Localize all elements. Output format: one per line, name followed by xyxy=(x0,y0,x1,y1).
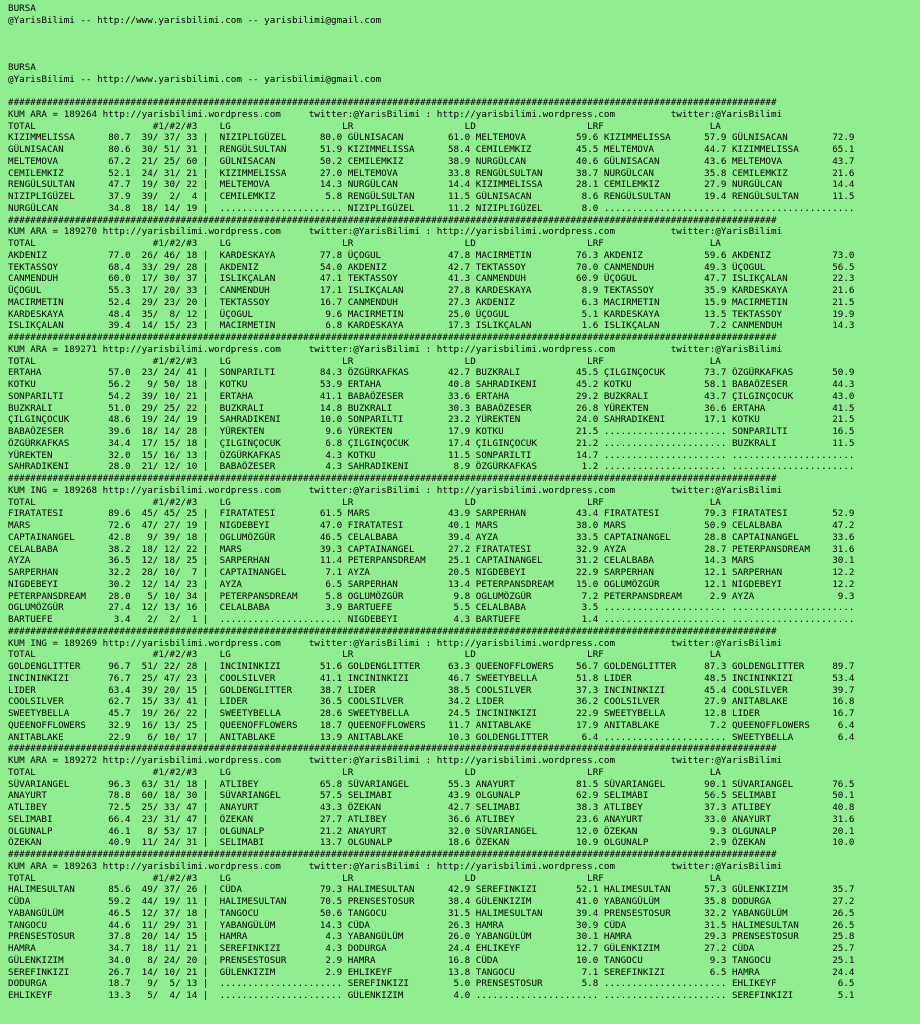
horse-row: DODURGA 18.7 9/ 5/ 13 | ...................... SEREFINKIZI 5.0 PRENSESTOSUR 5.8 ...................... EHLIKEYF 6.5 xyxy=(8,978,855,990)
horse-row: SONPARILTI 54.2 39/ 10/ 21 | ERTAHA 41.1 BABAÖZESER 33.6 ERTAHA 29.2 BUZKRALI 43.7 ÇILGINÇOCUK 43.0 xyxy=(8,390,855,402)
horse-row: CELALBABA 38.2 18/ 12/ 22 | MARS 39.3 CAPTAINANGEL 27.2 FIRATATESI 32.9 AYZA 28.7 PETERPANSDREAM 31.6 xyxy=(8,543,855,555)
separator-line: ########################################################################################################################################## xyxy=(8,473,777,484)
race-header-line: KUM ARA = 189271 http://yarisbilimi.wordpress.com twitter:@YarisBilimi : http://yarisbilimi.wordpress.com twitter:@YarisBilimi xyxy=(8,343,783,355)
horse-row: ATLIBEY 72.5 25/ 33/ 47 | ANAYURT 43.3 ÖZEKAN 42.7 SELIMABI 38.3 ATLIBEY 37.3 ATLIBEY 40.8 xyxy=(8,802,855,813)
horse-row: YÜREKTEN 32.0 15/ 16/ 13 | ÖZGÜRKAFKAS 4.3 KOTKU 11.5 SONPARILTI 14.7 ...................... ...................... xyxy=(8,449,855,461)
column-header-line: TOTAL #1/#2/#3 LG LR LD LRF LA xyxy=(8,872,721,884)
column-header-line: TOTAL #1/#2/#3 LG LR LD LRF LA xyxy=(8,766,721,778)
contact-line: @YarisBilimi -- http://www.yarisbilimi.com -- yarisbilimi@gmail.com xyxy=(8,73,382,85)
race-stats-document xyxy=(8,3,918,1002)
horse-row: SELIMABI 66.4 23/ 31/ 47 | ÖZEKAN 27.7 ATLIBEY 36.6 ATLIBEY 23.6 ANAYURT 33.0 ANAYURT 31.6 xyxy=(8,813,855,825)
horse-row: EHLIKEYF 13.3 5/ 4/ 14 | ...................... GÜLENKIZIM 4.0 ...................... ...................... SEREFINKIZI 5.1 xyxy=(8,990,855,1001)
separator-line: ########################################################################################################################################## xyxy=(8,849,777,860)
horse-row: CAPTAINANGEL 42.8 9/ 39/ 18 | OGLUMÖZGÜR 46.5 CELALBABA 39.4 AYZA 33.5 CAPTAINANGEL 28.8 CAPTAINANGEL 33.6 xyxy=(8,531,855,543)
horse-row: OGLUMÖZGÜR 27.4 12/ 13/ 16 | CELALBABA 3.9 BARTUEFE 5.5 CELALBABA 3.5 ...................... ...................... xyxy=(8,602,855,614)
separator-line: ########################################################################################################################################## xyxy=(8,625,777,637)
horse-row: MARS 72.6 47/ 27/ 19 | NIGDEBEYI 47.0 FIRATATESI 40.1 MARS 38.0 MARS 50.9 CELALBABA 47.2 xyxy=(8,520,855,531)
race-header-line: KUM ARA = 189263 http://yarisbilimi.wordpress.com twitter:@YarisBilimi : http://yarisbilimi.wordpress.com twitter:@YarisBilimi xyxy=(8,860,783,872)
race-header-line: KUM ING = 189268 http://yarisbilimi.wordpress.com twitter:@YarisBilimi : http://yarisbilimi.wordpress.com twitter:@YarisBilimi xyxy=(8,484,783,496)
city-title: BURSA xyxy=(8,3,36,14)
horse-row: ANAYURT 78.8 60/ 18/ 30 | SÜVARIANGEL 57.5 SELIMABI 43.9 OLGUNALP 62.9 SELIMABI 56.5 SELIMABI 50.1 xyxy=(8,790,855,802)
horse-row: ÜÇOGUL 55.3 17/ 20/ 33 | CANMENDUH 17.1 ISLIKÇALAN 27.8 KARDESKAYA 8.9 TEKTASSOY 35.9 KARDESKAYA 21.6 xyxy=(8,285,855,296)
horse-row: RENGÜLSULTAN 47.7 19/ 30/ 22 | MELTEMOVA 14.3 NURGÜLCAN 14.4 KIZIMMELISSA 28.1 CEMILEMKIZ 27.9 NURGÜLCAN 14.4 xyxy=(8,179,855,191)
horse-row: BUZKRALI 51.0 29/ 25/ 22 | BUZKRALI 14.8 BUZKRALI 30.3 BABAÖZESER 26.8 YÜREKTEN 36.6 ERTAHA 41.5 xyxy=(8,402,855,414)
column-header-line: TOTAL #1/#2/#3 LG LR LD LRF LA xyxy=(8,238,721,249)
horse-row: SWEETYBELLA 45.7 19/ 26/ 22 | SWEETYBELLA 28.6 SWEETYBELLA 24.5 INCININKIZI 22.9 SWEETYBELLA 12.8 LIDER 16.7 xyxy=(8,708,855,719)
horse-row: TEKTASSOY 68.4 33/ 29/ 28 | AKDENIZ 54.0 AKDENIZ 42.7 TEKTASSOY 70.0 CANMENDUH 49.3 ÜÇOGUL 56.5 xyxy=(8,261,855,273)
horse-row: KARDESKAYA 48.4 35/ 8/ 12 | ÜÇOGUL 9.6 MACIRMETIN 25.0 ÜÇOGUL 5.1 KARDESKAYA 13.5 TEKTASSOY 19.9 xyxy=(8,308,855,320)
horse-row: INCININKIZI 76.7 25/ 47/ 23 | COOLSILVER 41.1 INCININKIZI 46.7 SWEETYBELLA 51.8 LIDER 48.5 INCININKIZI 53.4 xyxy=(8,672,855,684)
column-header-line: TOTAL #1/#2/#3 LG LR LD LRF LA xyxy=(8,496,721,508)
horse-row: KIZIMMELISSA 80.7 39/ 37/ 33 | NIZIPLIGÜZEL 80.0 GÜLNISACAN 61.0 MELTEMOVA 59.6 KIZIMMELISSA 57.9 GÜLNISACAN 72.9 xyxy=(8,132,855,144)
horse-row: HALIMESULTAN 85.6 49/ 37/ 26 | CÜDA 79.3 HALIMESULTAN 42.9 SEREFINKIZI 52.1 HALIMESULTAN 57.3 GÜLENKIZIM 35.7 xyxy=(8,884,855,896)
contact-line: @YarisBilimi -- http://www.yarisbilimi.com -- yarisbilimi@gmail.com xyxy=(8,14,382,26)
horse-row: CÜDA 59.2 44/ 19/ 11 | HALIMESULTAN 70.5 PRENSESTOSUR 38.4 GÜLENKIZIM 41.0 YABANGÜLÜM 35.8 DODURGA 27.2 xyxy=(8,896,855,907)
blank-line xyxy=(8,38,918,50)
horse-row: ÇILGINÇOCUK 48.6 19/ 24/ 19 | SAHRADIKENI 10.0 SONPARILTI 23.2 YÜREKTEN 24.0 SAHRADIKENI 17.1 KOTKU 21.5 xyxy=(8,414,855,426)
horse-row: NIGDEBEYI 30.2 12/ 14/ 23 | AYZA 6.5 SARPERHAN 13.4 PETERPANSDREAM 15.0 OGLUMÖZGÜR 12.1 NIGDEBEYI 12.2 xyxy=(8,578,855,590)
race-header-line: KUM ARA = 189270 http://yarisbilimi.wordpress.com twitter:@YarisBilimi : http://yarisbilimi.wordpress.com twitter:@YarisBilimi xyxy=(8,226,783,238)
horse-row: FIRATATESI 89.6 45/ 45/ 25 | FIRATATESI 61.5 MARS 43.9 SARPERHAN 43.4 FIRATATESI 79.3 FIRATATESI 52.9 xyxy=(8,508,855,520)
horse-row: SÜVARIANGEL 96.3 63/ 31/ 18 | ATLIBEY 65.8 SÜVARIANGEL 55.3 ANAYURT 81.5 SÜVARIANGEL 90.1 SÜVARIANGEL 76.5 xyxy=(8,778,855,790)
horse-row: YABANGÜLÜM 46.5 12/ 37/ 18 | TANGOCU 50.6 TANGOCU 31.5 HALIMESULTAN 39.4 PRENSESTOSUR 32.2 YABANGÜLÜM 26.5 xyxy=(8,907,855,919)
horse-row: SEREFINKIZI 26.7 14/ 10/ 21 | GÜLENKIZIM 2.9 EHLIKEYF 13.8 TANGOCU 7.1 SEREFINKIZI 6.5 HAMRA 24.4 xyxy=(8,966,855,978)
horse-row: AKDENIZ 77.0 26/ 46/ 18 | KARDESKAYA 77.8 ÜÇOGUL 47.8 MACIRMETIN 76.3 AKDENIZ 59.6 AKDENIZ 73.0 xyxy=(8,249,855,261)
horse-row: MACIRMETIN 52.4 29/ 23/ 20 | TEKTASSOY 16.7 CANMENDUH 27.3 AKDENIZ 6.3 MACIRMETIN 15.9 MACIRMETIN 21.5 xyxy=(8,296,855,308)
race-header-line: KUM ING = 189269 http://yarisbilimi.wordpress.com twitter:@YarisBilimi : http://yarisbilimi.wordpress.com twitter:@YarisBilimi xyxy=(8,637,783,649)
separator-line: ########################################################################################################################################## xyxy=(8,743,777,755)
horse-row: LIDER 63.4 39/ 20/ 15 | GOLDENGLITTER 38.7 LIDER 38.5 COOLSILVER 37.3 INCININKIZI 45.4 COOLSILVER 39.7 xyxy=(8,684,855,696)
blank-line xyxy=(8,50,918,62)
city-title: BURSA xyxy=(8,61,36,73)
horse-row: ÖZGÜRKAFKAS 34.4 17/ 15/ 18 | ÇILGINÇOCUK 6.8 ÇILGINÇOCUK 17.4 ÇILGINÇOCUK 21.2 ...................... BUZKRALI 11.5 xyxy=(8,437,855,449)
horse-row: PRENSESTOSUR 37.8 20/ 14/ 15 | HAMRA 4.3 YABANGÜLÜM 26.0 YABANGÜLÜM 30.1 HAMRA 29.3 PRENSESTOSUR 25.8 xyxy=(8,931,855,943)
horse-row: HAMRA 34.7 18/ 11/ 21 | SEREFINKIZI 4.3 DODURGA 24.4 EHLIKEYF 12.7 GÜLENKIZIM 27.2 CÜDA 25.7 xyxy=(8,943,855,954)
horse-row: SAHRADIKENI 28.0 21/ 12/ 10 | BABAÖZESER 4.3 SAHRADIKENI 8.9 ÖZGÜRKAFKAS 1.2 ...................... ...................... xyxy=(8,461,855,473)
horse-row: BABAÖZESER 39.6 18/ 14/ 28 | YÜREKTEN 9.6 YÜREKTEN 17.9 KOTKU 21.5 ...................... SONPARILTI 16.5 xyxy=(8,426,855,437)
race-header-line: KUM ARA = 189264 http://yarisbilimi.wordpress.com twitter:@YarisBilimi : http://yarisbilimi.wordpress.com twitter:@YarisBilimi xyxy=(8,108,783,120)
column-header-line: TOTAL #1/#2/#3 LG LR LD LRF LA xyxy=(8,649,721,661)
horse-row: GÜLENKIZIM 34.0 8/ 24/ 20 | PRENSESTOSUR 2.9 HAMRA 16.8 CÜDA 10.0 TANGOCU 9.3 TANGOCU 25.1 xyxy=(8,954,855,966)
separator-line: ########################################################################################################################################## xyxy=(8,214,777,226)
horse-row: TANGOCU 44.6 11/ 29/ 31 | YABANGÜLÜM 14.3 CÜDA 26.3 HAMRA 30.9 CÜDA 31.5 HALIMESULTAN 26.5 xyxy=(8,919,855,931)
horse-row: QUEENOFFLOWERS 32.9 16/ 13/ 25 | QUEENOFFLOWERS 18.7 QUEENOFFLOWERS 11.7 ANITABLAKE 17.9 ANITABLAKE 7.2 QUEENOFFLOWERS 6.4 xyxy=(8,719,855,731)
horse-row: MELTEMOVA 67.2 21/ 25/ 60 | GÜLNISACAN 50.2 CEMILEMKIZ 38.9 NURGÜLCAN 40.6 GÜLNISACAN 43.6 MELTEMOVA 43.7 xyxy=(8,155,855,167)
horse-row: GÜLNISACAN 80.6 30/ 51/ 31 | RENGÜLSULTAN 51.9 KIZIMMELISSA 58.4 CEMILEMKIZ 45.5 MELTEMOVA 44.7 KIZIMMELISSA 65.1 xyxy=(8,144,855,155)
horse-row: ANITABLAKE 22.9 6/ 10/ 17 | ANITABLAKE 13.9 ANITABLAKE 10.3 GOLDENGLITTER 6.4 ...................... SWEETYBELLA 6.4 xyxy=(8,731,855,743)
horse-row: CANMENDUH 60.0 17/ 30/ 37 | ISLIKÇALAN 47.1 TEKTASSOY 41.3 CANMENDUH 60.9 ÜÇOGUL 47.7 ISLIKÇALAN 22.3 xyxy=(8,273,855,285)
separator-line: ########################################################################################################################################## xyxy=(8,332,777,343)
horse-row: COOLSILVER 62.7 15/ 33/ 41 | LIDER 36.5 COOLSILVER 34.2 LIDER 36.2 COOLSILVER 27.9 ANITABLAKE 16.8 xyxy=(8,696,855,708)
horse-row: AYZA 36.5 12/ 18/ 25 | SARPERHAN 11.4 PETERPANSDREAM 25.1 CAPTAINANGEL 31.2 CELALBABA 14.3 MARS 30.1 xyxy=(8,555,855,567)
horse-row: PETERPANSDREAM 28.0 5/ 10/ 34 | PETERPANSDREAM 5.8 OGLUMÖZGÜR 9.8 OGLUMÖZGÜR 7.2 PETERPANSDREAM 2.9 AYZA 9.3 xyxy=(8,590,855,602)
blank-line xyxy=(8,85,918,97)
horse-row: NIZIPLIGÜZEL 37.9 39/ 2/ 4 | CEMILEMKIZ 5.8 RENGÜLSULTAN 11.5 GÜLNISACAN 8.6 RENGÜLSULTAN 19.4 RENGÜLSULTAN 11.5 xyxy=(8,191,855,202)
column-header-line: TOTAL #1/#2/#3 LG LR LD LRF LA xyxy=(8,355,721,367)
horse-row: KOTKU 56.2 9/ 50/ 18 | KOTKU 53.9 ERTAHA 40.8 SAHRADIKENI 45.2 KOTKU 58.1 BABAÖZESER 44.3 xyxy=(8,379,855,390)
blank-line xyxy=(8,27,918,39)
horse-row: SARPERHAN 32.2 28/ 10/ 7 | CAPTAINANGEL 7.1 AYZA 20.5 NIGDEBEYI 22.9 SARPERHAN 12.1 SARPERHAN 12.2 xyxy=(8,567,855,578)
horse-row: ISLIKÇALAN 39.4 14/ 15/ 23 | MACIRMETIN 6.8 KARDESKAYA 17.3 ISLIKÇALAN 1.6 ISLIKÇALAN 7.2 CANMENDUH 14.3 xyxy=(8,320,855,332)
race-header-line: KUM ARA = 189272 http://yarisbilimi.wordpress.com twitter:@YarisBilimi : http://yarisbilimi.wordpress.com twitter:@YarisBilimi xyxy=(8,755,783,766)
horse-row: ERTAHA 57.0 23/ 24/ 41 | SONPARILTI 84.3 ÖZGÜRKAFKAS 42.7 BUZKRALI 45.5 ÇILGINÇOCUK 73.7 ÖZGÜRKAFKAS 50.9 xyxy=(8,367,855,379)
horse-row: OLGUNALP 46.1 8/ 53/ 17 | OLGUNALP 21.2 ANAYURT 32.0 SÜVARIANGEL 12.0 ÖZEKAN 9.3 OLGUNALP 20.1 xyxy=(8,825,855,837)
separator-line: ########################################################################################################################################## xyxy=(8,97,777,108)
horse-row: CEMILEMKIZ 52.1 24/ 31/ 21 | KIZIMMELISSA 27.0 MELTEMOVA 33.8 RENGÜLSULTAN 38.7 NURGÜLCAN 35.8 CEMILEMKIZ 21.6 xyxy=(8,167,855,179)
horse-row: GOLDENGLITTER 96.7 51/ 22/ 28 | INCININKIZI 51.6 GOLDENGLITTER 63.3 QUEENOFFLOWERS 56.7 GOLDENGLITTER 87.3 GOLDENGLITTER 89.7 xyxy=(8,661,855,672)
horse-row: ÖZEKAN 40.9 11/ 24/ 31 | SELIMABI 13.7 OLGUNALP 18.6 ÖZEKAN 10.9 OLGUNALP 2.9 ÖZEKAN 10.0 xyxy=(8,837,855,849)
column-header-line: TOTAL #1/#2/#3 LG LR LD LRF LA xyxy=(8,120,721,132)
horse-row: NURGÜLCAN 34.8 18/ 14/ 19 | ...................... NIZIPLIGÜZEL 11.2 NIZIPLIGÜZEL 8.0 ...................... ...................... xyxy=(8,202,855,214)
horse-row: BARTUEFE 3.4 2/ 2/ 1 | ...................... NIGDEBEYI 4.3 BARTUEFE 1.4 ...................... ...................... xyxy=(8,614,855,625)
